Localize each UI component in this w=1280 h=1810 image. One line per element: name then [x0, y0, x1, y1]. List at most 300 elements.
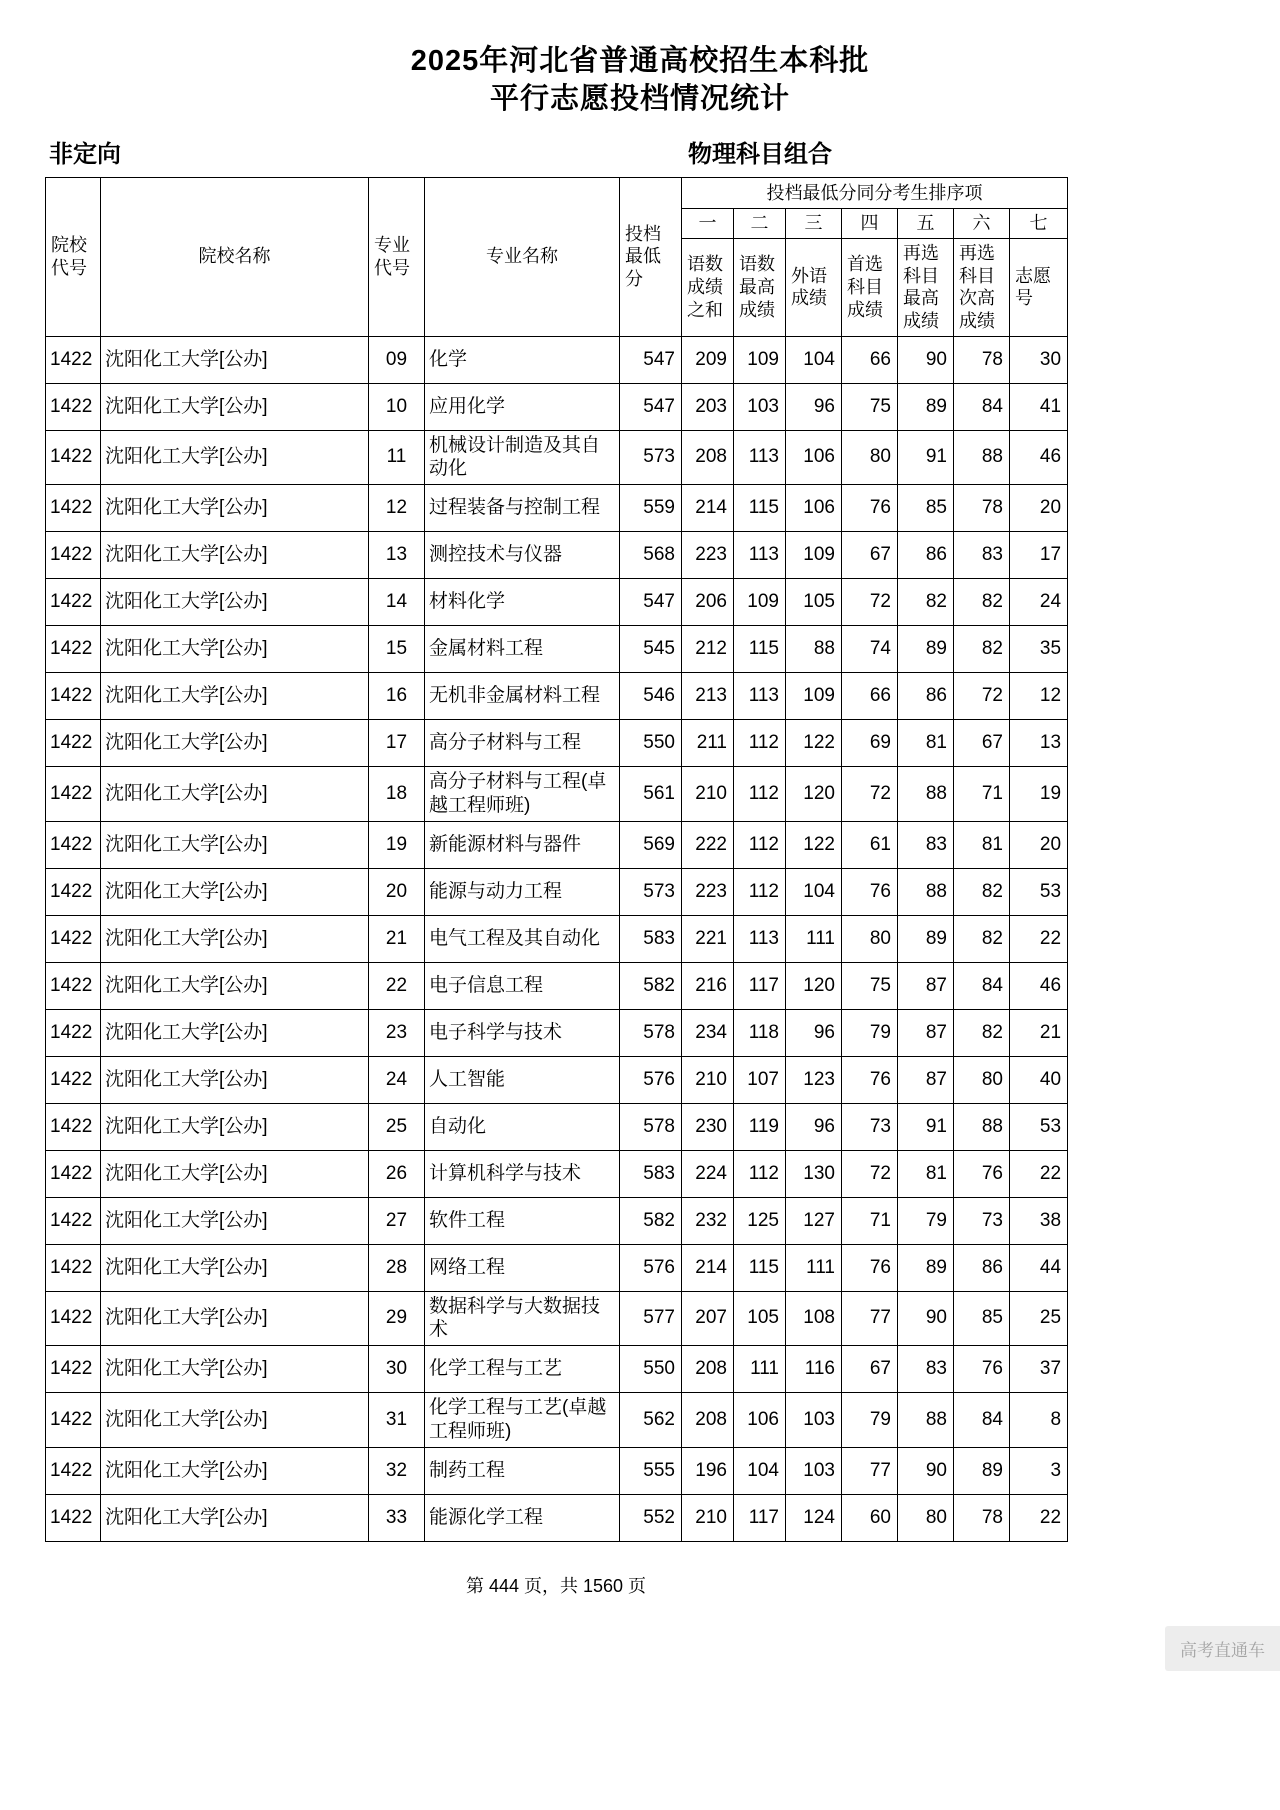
tiebreak-3-cell: 104	[786, 336, 842, 383]
tiebreak-2-cell: 112	[734, 1150, 786, 1197]
tiebreak-4-cell: 67	[842, 1346, 898, 1393]
header-college-name: 院校名称	[101, 177, 369, 336]
major-code-cell: 26	[369, 1150, 425, 1197]
tiebreak-6-cell: 73	[954, 1197, 1010, 1244]
tiebreak-4-cell: 76	[842, 868, 898, 915]
college-code-cell: 1422	[46, 579, 101, 626]
header-criterion-3: 外语成绩	[786, 238, 842, 336]
tiebreak-2-cell: 113	[734, 915, 786, 962]
tiebreak-6-cell: 78	[954, 336, 1010, 383]
college-code-cell: 1422	[46, 1103, 101, 1150]
college-code-cell: 1422	[46, 1494, 101, 1541]
tiebreak-5-cell: 79	[898, 1197, 954, 1244]
tiebreak-4-cell: 66	[842, 673, 898, 720]
tiebreak-7-cell: 12	[1010, 673, 1068, 720]
table-row	[46, 868, 1068, 915]
college-name-cell: 沈阳化工大学[公办]	[101, 673, 369, 720]
tiebreak-3-cell: 120	[786, 962, 842, 1009]
header-ordinal-5: 五	[898, 209, 954, 239]
tiebreak-5-cell: 82	[898, 579, 954, 626]
college-name-cell: 沈阳化工大学[公办]	[101, 1009, 369, 1056]
tiebreak-3-cell: 122	[786, 720, 842, 767]
major-name-cell: 高分子材料与工程	[425, 720, 620, 767]
tiebreak-6-cell: 88	[954, 430, 1010, 485]
tiebreak-5-cell: 80	[898, 1494, 954, 1541]
major-name-cell: 人工智能	[425, 1056, 620, 1103]
tiebreak-2-cell: 104	[734, 1447, 786, 1494]
tiebreak-2-cell: 111	[734, 1346, 786, 1393]
tiebreak-5-cell: 87	[898, 962, 954, 1009]
min-score-cell: 583	[620, 915, 682, 962]
tiebreak-7-cell: 20	[1010, 485, 1068, 532]
header-ordinal-4: 四	[842, 209, 898, 239]
tiebreak-5-cell: 81	[898, 1150, 954, 1197]
min-score-cell: 569	[620, 821, 682, 868]
tiebreak-1-cell: 212	[682, 626, 734, 673]
table-row	[46, 915, 1068, 962]
major-code-cell: 23	[369, 1009, 425, 1056]
tiebreak-7-cell: 46	[1010, 430, 1068, 485]
table-header	[46, 177, 1068, 336]
college-code-cell: 1422	[46, 1150, 101, 1197]
college-code-cell: 1422	[46, 962, 101, 1009]
min-score-cell: 576	[620, 1244, 682, 1291]
college-code-cell: 1422	[46, 868, 101, 915]
orientation-label: 非定向	[49, 140, 121, 168]
tiebreak-4-cell: 73	[842, 1103, 898, 1150]
tiebreak-2-cell: 115	[734, 626, 786, 673]
major-code-cell: 32	[369, 1447, 425, 1494]
header-college-code: 院校代号	[46, 177, 101, 336]
min-score-cell: 582	[620, 1197, 682, 1244]
table-row	[46, 626, 1068, 673]
tiebreak-1-cell: 209	[682, 336, 734, 383]
college-code-cell: 1422	[46, 383, 101, 430]
tiebreak-3-cell: 122	[786, 821, 842, 868]
college-code-cell: 1422	[46, 485, 101, 532]
admissions-table	[45, 177, 1068, 1542]
major-code-cell: 16	[369, 673, 425, 720]
college-code-cell: 1422	[46, 626, 101, 673]
tiebreak-4-cell: 60	[842, 1494, 898, 1541]
college-name-cell: 沈阳化工大学[公办]	[101, 720, 369, 767]
major-name-cell: 网络工程	[425, 1244, 620, 1291]
header-ordinal-1: 一	[682, 209, 734, 239]
tiebreak-2-cell: 118	[734, 1009, 786, 1056]
tiebreak-6-cell: 84	[954, 962, 1010, 1009]
tiebreak-2-cell: 113	[734, 673, 786, 720]
table-row	[46, 430, 1068, 485]
major-name-cell: 高分子材料与工程(卓越工程师班)	[425, 767, 620, 822]
tiebreak-5-cell: 91	[898, 430, 954, 485]
table-row	[46, 821, 1068, 868]
major-name-cell: 化学工程与工艺(卓越工程师班)	[425, 1393, 620, 1448]
tiebreak-5-cell: 87	[898, 1056, 954, 1103]
tiebreak-4-cell: 75	[842, 383, 898, 430]
tiebreak-1-cell: 206	[682, 579, 734, 626]
major-name-cell: 能源化学工程	[425, 1494, 620, 1541]
major-code-cell: 18	[369, 767, 425, 822]
tiebreak-4-cell: 80	[842, 915, 898, 962]
tiebreak-3-cell: 130	[786, 1150, 842, 1197]
tiebreak-7-cell: 22	[1010, 1150, 1068, 1197]
tiebreak-5-cell: 89	[898, 1244, 954, 1291]
tiebreak-6-cell: 81	[954, 821, 1010, 868]
tiebreak-7-cell: 35	[1010, 626, 1068, 673]
college-name-cell: 沈阳化工大学[公办]	[101, 383, 369, 430]
tiebreak-1-cell: 210	[682, 1494, 734, 1541]
min-score-cell: 573	[620, 430, 682, 485]
college-code-cell: 1422	[46, 821, 101, 868]
college-name-cell: 沈阳化工大学[公办]	[101, 1346, 369, 1393]
tiebreak-1-cell: 232	[682, 1197, 734, 1244]
table-row	[46, 1103, 1068, 1150]
major-name-cell: 无机非金属材料工程	[425, 673, 620, 720]
tiebreak-2-cell: 115	[734, 485, 786, 532]
tiebreak-1-cell: 208	[682, 1393, 734, 1448]
tiebreak-3-cell: 116	[786, 1346, 842, 1393]
tiebreak-2-cell: 112	[734, 821, 786, 868]
table-row	[46, 962, 1068, 1009]
tiebreak-2-cell: 112	[734, 868, 786, 915]
college-name-cell: 沈阳化工大学[公办]	[101, 1447, 369, 1494]
tiebreak-3-cell: 111	[786, 915, 842, 962]
college-code-cell: 1422	[46, 1197, 101, 1244]
tiebreak-1-cell: 211	[682, 720, 734, 767]
tiebreak-4-cell: 72	[842, 1150, 898, 1197]
tiebreak-4-cell: 77	[842, 1447, 898, 1494]
header-criterion-4: 首选科目成绩	[842, 238, 898, 336]
college-name-cell: 沈阳化工大学[公办]	[101, 1291, 369, 1346]
college-code-cell: 1422	[46, 720, 101, 767]
major-name-cell: 能源与动力工程	[425, 868, 620, 915]
min-score-cell: 578	[620, 1103, 682, 1150]
tiebreak-7-cell: 38	[1010, 1197, 1068, 1244]
min-score-cell: 583	[620, 1150, 682, 1197]
min-score-cell: 547	[620, 383, 682, 430]
college-name-cell: 沈阳化工大学[公办]	[101, 821, 369, 868]
major-name-cell: 软件工程	[425, 1197, 620, 1244]
tiebreak-1-cell: 216	[682, 962, 734, 1009]
header-criterion-7: 志愿号	[1010, 238, 1068, 336]
tiebreak-6-cell: 82	[954, 868, 1010, 915]
tiebreak-4-cell: 69	[842, 720, 898, 767]
major-name-cell: 机械设计制造及其自动化	[425, 430, 620, 485]
tiebreak-5-cell: 83	[898, 1346, 954, 1393]
min-score-cell: 578	[620, 1009, 682, 1056]
tiebreak-2-cell: 105	[734, 1291, 786, 1346]
page-number: 第 444 页，共 1560 页	[465, 1575, 647, 1596]
tiebreak-6-cell: 82	[954, 579, 1010, 626]
tiebreak-7-cell: 20	[1010, 821, 1068, 868]
tiebreak-5-cell: 87	[898, 1009, 954, 1056]
major-name-cell: 测控技术与仪器	[425, 532, 620, 579]
tiebreak-7-cell: 44	[1010, 1244, 1068, 1291]
tiebreak-3-cell: 96	[786, 1103, 842, 1150]
tiebreak-6-cell: 89	[954, 1447, 1010, 1494]
college-code-cell: 1422	[46, 1056, 101, 1103]
tiebreak-1-cell: 223	[682, 868, 734, 915]
tiebreak-1-cell: 214	[682, 485, 734, 532]
tiebreak-5-cell: 85	[898, 485, 954, 532]
tiebreak-6-cell: 83	[954, 532, 1010, 579]
major-code-cell: 11	[369, 430, 425, 485]
major-code-cell: 24	[369, 1056, 425, 1103]
tiebreak-7-cell: 22	[1010, 915, 1068, 962]
meta-row	[45, 135, 1067, 169]
tiebreak-1-cell: 210	[682, 1056, 734, 1103]
college-name-cell: 沈阳化工大学[公办]	[101, 1103, 369, 1150]
tiebreak-3-cell: 88	[786, 626, 842, 673]
table-row	[46, 1009, 1068, 1056]
tiebreak-5-cell: 89	[898, 383, 954, 430]
tiebreak-5-cell: 86	[898, 673, 954, 720]
tiebreak-3-cell: 106	[786, 485, 842, 532]
tiebreak-5-cell: 90	[898, 336, 954, 383]
tiebreak-4-cell: 72	[842, 767, 898, 822]
college-name-cell: 沈阳化工大学[公办]	[101, 868, 369, 915]
tiebreak-2-cell: 109	[734, 336, 786, 383]
tiebreak-7-cell: 41	[1010, 383, 1068, 430]
min-score-cell: 576	[620, 1056, 682, 1103]
major-code-cell: 28	[369, 1244, 425, 1291]
tiebreak-7-cell: 17	[1010, 532, 1068, 579]
min-score-cell: 555	[620, 1447, 682, 1494]
major-code-cell: 33	[369, 1494, 425, 1541]
tiebreak-7-cell: 53	[1010, 1103, 1068, 1150]
min-score-cell: 550	[620, 1346, 682, 1393]
major-name-cell: 材料化学	[425, 579, 620, 626]
tiebreak-5-cell: 88	[898, 767, 954, 822]
tiebreak-7-cell: 46	[1010, 962, 1068, 1009]
tiebreak-2-cell: 109	[734, 579, 786, 626]
tiebreak-7-cell: 22	[1010, 1494, 1068, 1541]
tiebreak-4-cell: 76	[842, 1244, 898, 1291]
major-name-cell: 化学工程与工艺	[425, 1346, 620, 1393]
table-row	[46, 1393, 1068, 1448]
tiebreak-7-cell: 21	[1010, 1009, 1068, 1056]
tiebreak-6-cell: 86	[954, 1244, 1010, 1291]
major-name-cell: 应用化学	[425, 383, 620, 430]
tiebreak-4-cell: 76	[842, 1056, 898, 1103]
table-row	[46, 1150, 1068, 1197]
major-name-cell: 化学	[425, 336, 620, 383]
tiebreak-4-cell: 77	[842, 1291, 898, 1346]
tiebreak-6-cell: 72	[954, 673, 1010, 720]
tiebreak-6-cell: 78	[954, 1494, 1010, 1541]
major-code-cell: 31	[369, 1393, 425, 1448]
college-name-cell: 沈阳化工大学[公办]	[101, 1494, 369, 1541]
college-name-cell: 沈阳化工大学[公办]	[101, 1056, 369, 1103]
tiebreak-3-cell: 109	[786, 673, 842, 720]
major-code-cell: 13	[369, 532, 425, 579]
college-name-cell: 沈阳化工大学[公办]	[101, 626, 369, 673]
tiebreak-5-cell: 89	[898, 915, 954, 962]
college-name-cell: 沈阳化工大学[公办]	[101, 1197, 369, 1244]
header-criterion-6: 再选科目次高成绩	[954, 238, 1010, 336]
tiebreak-4-cell: 72	[842, 579, 898, 626]
college-code-cell: 1422	[46, 1009, 101, 1056]
tiebreak-7-cell: 3	[1010, 1447, 1068, 1494]
tiebreak-7-cell: 25	[1010, 1291, 1068, 1346]
min-score-cell: 562	[620, 1393, 682, 1448]
tiebreak-3-cell: 120	[786, 767, 842, 822]
tiebreak-2-cell: 112	[734, 767, 786, 822]
min-score-cell: 559	[620, 485, 682, 532]
header-ordinal-6: 六	[954, 209, 1010, 239]
college-name-cell: 沈阳化工大学[公办]	[101, 915, 369, 962]
tiebreak-1-cell: 214	[682, 1244, 734, 1291]
header-criterion-1: 语数成绩之和	[682, 238, 734, 336]
tiebreak-7-cell: 53	[1010, 868, 1068, 915]
tiebreak-1-cell: 230	[682, 1103, 734, 1150]
tiebreak-4-cell: 66	[842, 336, 898, 383]
major-code-cell: 09	[369, 336, 425, 383]
subject-group-label: 物理科目组合	[688, 140, 832, 168]
header-ordinal-7: 七	[1010, 209, 1068, 239]
tiebreak-5-cell: 90	[898, 1447, 954, 1494]
tiebreak-1-cell: 210	[682, 767, 734, 822]
tiebreak-6-cell: 67	[954, 720, 1010, 767]
tiebreak-1-cell: 203	[682, 383, 734, 430]
min-score-cell: 546	[620, 673, 682, 720]
college-code-cell: 1422	[46, 1244, 101, 1291]
tiebreak-4-cell: 61	[842, 821, 898, 868]
tiebreak-2-cell: 112	[734, 720, 786, 767]
tiebreak-4-cell: 74	[842, 626, 898, 673]
major-code-cell: 22	[369, 962, 425, 1009]
header-tiebreak-band: 投档最低分同分考生排序项	[682, 177, 1068, 209]
college-name-cell: 沈阳化工大学[公办]	[101, 1393, 369, 1448]
major-name-cell: 电子信息工程	[425, 962, 620, 1009]
college-code-cell: 1422	[46, 430, 101, 485]
tiebreak-1-cell: 208	[682, 430, 734, 485]
tiebreak-7-cell: 8	[1010, 1393, 1068, 1448]
tiebreak-6-cell: 71	[954, 767, 1010, 822]
page-title	[0, 0, 1280, 119]
tiebreak-4-cell: 79	[842, 1009, 898, 1056]
tiebreak-1-cell: 222	[682, 821, 734, 868]
tiebreak-3-cell: 96	[786, 1009, 842, 1056]
tiebreak-1-cell: 196	[682, 1447, 734, 1494]
major-code-cell: 14	[369, 579, 425, 626]
header-ordinal-2: 二	[734, 209, 786, 239]
table-row	[46, 383, 1068, 430]
tiebreak-4-cell: 80	[842, 430, 898, 485]
tiebreak-1-cell: 234	[682, 1009, 734, 1056]
college-name-cell: 沈阳化工大学[公办]	[101, 1244, 369, 1291]
header-criterion-2: 语数最高成绩	[734, 238, 786, 336]
tiebreak-5-cell: 88	[898, 1393, 954, 1448]
tiebreak-6-cell: 80	[954, 1056, 1010, 1103]
tiebreak-3-cell: 96	[786, 383, 842, 430]
tiebreak-7-cell: 13	[1010, 720, 1068, 767]
header-ordinal-3: 三	[786, 209, 842, 239]
table-row	[46, 1291, 1068, 1346]
min-score-cell: 577	[620, 1291, 682, 1346]
tiebreak-2-cell: 103	[734, 383, 786, 430]
major-code-cell: 21	[369, 915, 425, 962]
tiebreak-3-cell: 103	[786, 1393, 842, 1448]
tiebreak-5-cell: 86	[898, 532, 954, 579]
tiebreak-4-cell: 71	[842, 1197, 898, 1244]
major-name-cell: 新能源材料与器件	[425, 821, 620, 868]
major-name-cell: 数据科学与大数据技术	[425, 1291, 620, 1346]
college-name-cell: 沈阳化工大学[公办]	[101, 532, 369, 579]
header-criterion-5: 再选科目最高成绩	[898, 238, 954, 336]
page-title-line1: 2025年河北省普通高校招生本科批	[410, 45, 870, 77]
tiebreak-6-cell: 78	[954, 485, 1010, 532]
tiebreak-4-cell: 75	[842, 962, 898, 1009]
tiebreak-3-cell: 108	[786, 1291, 842, 1346]
tiebreak-6-cell: 84	[954, 1393, 1010, 1448]
tiebreak-7-cell: 30	[1010, 336, 1068, 383]
tiebreak-5-cell: 88	[898, 868, 954, 915]
tiebreak-2-cell: 113	[734, 532, 786, 579]
tiebreak-6-cell: 82	[954, 915, 1010, 962]
college-name-cell: 沈阳化工大学[公办]	[101, 430, 369, 485]
major-code-cell: 25	[369, 1103, 425, 1150]
tiebreak-7-cell: 19	[1010, 767, 1068, 822]
header-band-row	[46, 177, 1068, 209]
college-code-cell: 1422	[46, 1393, 101, 1448]
tiebreak-2-cell: 125	[734, 1197, 786, 1244]
tiebreak-2-cell: 117	[734, 962, 786, 1009]
college-name-cell: 沈阳化工大学[公办]	[101, 485, 369, 532]
tiebreak-6-cell: 88	[954, 1103, 1010, 1150]
table-row	[46, 532, 1068, 579]
table-row	[46, 1197, 1068, 1244]
tiebreak-3-cell: 109	[786, 532, 842, 579]
min-score-cell: 561	[620, 767, 682, 822]
major-code-cell: 10	[369, 383, 425, 430]
college-code-cell: 1422	[46, 1291, 101, 1346]
tiebreak-7-cell: 40	[1010, 1056, 1068, 1103]
watermark-badge: 高考直通车	[1165, 1626, 1280, 1671]
tiebreak-5-cell: 91	[898, 1103, 954, 1150]
college-code-cell: 1422	[46, 1346, 101, 1393]
college-name-cell: 沈阳化工大学[公办]	[101, 579, 369, 626]
tiebreak-2-cell: 117	[734, 1494, 786, 1541]
tiebreak-2-cell: 107	[734, 1056, 786, 1103]
tiebreak-3-cell: 127	[786, 1197, 842, 1244]
major-name-cell: 电子科学与技术	[425, 1009, 620, 1056]
college-code-cell: 1422	[46, 767, 101, 822]
college-name-cell: 沈阳化工大学[公办]	[101, 767, 369, 822]
table-row	[46, 1244, 1068, 1291]
tiebreak-5-cell: 90	[898, 1291, 954, 1346]
tiebreak-3-cell: 103	[786, 1447, 842, 1494]
major-code-cell: 17	[369, 720, 425, 767]
header-major-name: 专业名称	[425, 177, 620, 336]
college-code-cell: 1422	[46, 1447, 101, 1494]
major-code-cell: 15	[369, 626, 425, 673]
tiebreak-6-cell: 84	[954, 383, 1010, 430]
college-code-cell: 1422	[46, 673, 101, 720]
major-code-cell: 29	[369, 1291, 425, 1346]
table-row	[46, 1346, 1068, 1393]
min-score-cell: 550	[620, 720, 682, 767]
college-code-cell: 1422	[46, 336, 101, 383]
min-score-cell: 552	[620, 1494, 682, 1541]
tiebreak-3-cell: 104	[786, 868, 842, 915]
tiebreak-1-cell: 224	[682, 1150, 734, 1197]
tiebreak-2-cell: 115	[734, 1244, 786, 1291]
header-major-code: 专业代号	[369, 177, 425, 336]
tiebreak-4-cell: 79	[842, 1393, 898, 1448]
tiebreak-1-cell: 208	[682, 1346, 734, 1393]
tiebreak-1-cell: 221	[682, 915, 734, 962]
